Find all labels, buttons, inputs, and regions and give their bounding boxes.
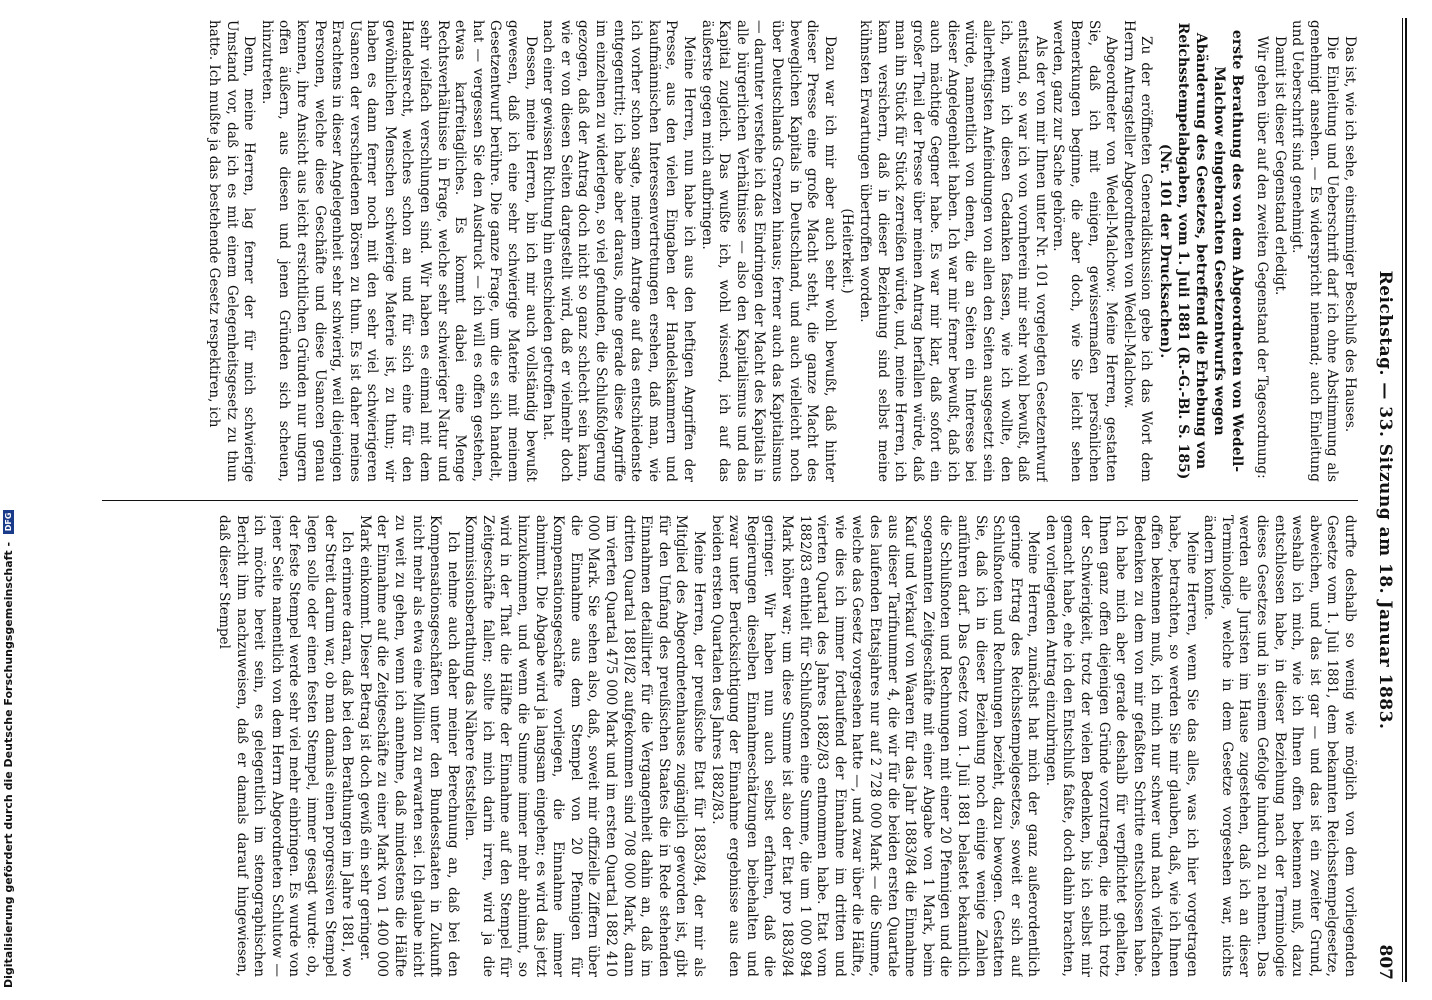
scanned-page [32, 0, 1432, 1000]
left-column [102, 20, 1358, 482]
paragraph: Als der von mir Ihnen unter Nr. 101 vorgelegten Gesetzentwurf entstand, so war ich von vornherein mir sehr wohl bewußt, daß ich, wenn ich diesen Gedanken fassen, wie ich wollte, den allerheftigsten Anfeindungen von allen den Seiten ausgesetzt sein würde, namentlich von denen, die an Seiten ein Interesse bei dieser Angelegenheit haben. Ich war mir ferner bewußt, daß ich auch mächtige Gegner habe. Es war mir klar, daß sofort ein großer Theil der Presse über meinen Antrag herfallen würde, daß man ihn Stück für Stück zerreißen würde, und, meine Herren, ich kann versichern, daß in dieser Beziehung sind selbst meine kühnsten Erwartungen übertroffen worden. [856, 20, 1049, 482]
paragraph: Dessen, meine Herren, bin ich mir auch vollständig bewußt gewesen, daß ich eine sehr schwierige Materie mit meinem Gesetzentwurf berühre. Die ganze Frage, um die es sich handelt, hat — vergessen Sie den Ausdruck — ich will es offen gestehen, etwas karfreitagliches. Es kommt dabei eine Menge Rechtsverhältnisse in Frage, welche sehr schwieriger Natur und sehr vielfach verschlungen sind. Wir haben es einmal mit dem Handelsrecht, welches schon an und für sich eine für den gewöhnlichen Menschen schwierige Materie ist, zu thun; wir haben es dann ferner noch mit den sehr viel schwierigeren Usancen der verschiedenen Börsen zu thun. Es ist daher meines Erachtens in dieser Angelegenheit sehr schwierig, weil diejenigen Personen, welche diese Geschäfte und diese Usancen genau kennen, ihre Ansicht aus leicht ersichtlichen Gründen nur ungern offen äußern, aus diesen und jenen Gründen sich scheuen, hinzutreten. [258, 20, 539, 482]
dfg-logo: DFG [3, 510, 14, 534]
paragraph: Meine Herren, der preußische Etat für 1883/84, der mir als Mitglied des Abgeordnetenhauses zugänglich geworden ist, gibt für den Umfang des preußischen Staates die in Rede stehenden Einnahmen detaillirter für die Vergangenheit dahin an, daß im dritten Quartal 1881/82 aufgekommen sind 708 000 Mark, dann im vierten Quartal 475 000 Mark und im ersten Quartal 1882 410 000 Mark. Sie sehen also, daß, soweit mir offizielle Ziffern über die Einnahme aus dem Stempel von 20 Pfennigen für Kompensationsgeschäfte vorliegen, die Einnahme immer abnimmt. Die Abgabe wird ja langsam eingehen; es wird das jetzt hinzukommen, und wenn die Summe immer mehr abnimmt, so wird in der That die Hälfte der Einnahme auf den Stempel für Zeitgeschäfte fallen; sollte ich mich darin irren, wird ja die Kommissionsberathung das Nähere feststellen. [462, 515, 708, 977]
paragraph: Dazu war ich mir aber auch sehr wohl bewußt, daß hinter dieser Presse eine große Macht steht, die ganze Macht des beweglichen Kapitals in Deutschland, und auch vielleicht noch über Deutschlands Grenzen hinaus; ferner auch das Kapitalismus — darunter verstehe ich das Eindringen der Macht des Kapitals in alle bürgerlichen Verhältnisse — also den Kapitalismus und das Kapital zugleich. Das wußte ich, wohl wissend, ich auf das äußerste gegen mich aufbringen. [698, 20, 838, 482]
header-title: Reichstag. — 33. Sitzung am 18. Januar 1883. [1375, 270, 1395, 730]
paragraph: Das ist, wie ich sehe, einstimmiger Beschluß des Hauses. [1342, 36, 1358, 433]
column-divider [102, 500, 1358, 501]
paragraph: Ich nehme auch daher meiner Berechnung an, daß bei den Kompensationsgeschäften unter den Bundesstaaten in Zukunft nicht mehr als etwa eine Million zu erwarten sei. Ich glaube nicht zu weit zu gehen, wenn ich annehme, daß mindestens die Hälfte der Einnahme auf die Zeitgeschäfte zu einer Mark von 1 400 000 Mark einkommt. Dieser Betrag ist doch gewiß ein sehr geringer. [356, 515, 461, 977]
paragraph: Zu der eröffneten Generaldiskussion gebe ich das Wort dem Herrn Antragsteller Abgeordneten von Wedell-Malchow. [1120, 20, 1155, 482]
paragraph: Ich erinnere daran, daß bei den Berathungen im Jahre 1881, wo der Streit darum war, ob man damals einen progressiven Stempel legen solle oder einen festen Stempel, immer gesagt wurde: ob, der feste Stempel werde sehr viel mehr einbringen. Es wurde von jener Seite namentlich von dem Herrn Abgeordneten Schlutow — ich möchte bereit sein, es gelegentlich im stenographischen Bericht ihm nachzuweisen, daß er damals darauf hingewiesen, daß dieser Stempel [216, 515, 356, 977]
paragraph: Denn, meine Herren, lag ferner der für mich schwierige Umstand vor, daß ich es mit einem Gelegenheitsgesetz zu thun hatte. Ich mußte ja das bestehende Gesetz respektiren, ich [205, 20, 258, 482]
header-rule [1405, 18, 1407, 982]
page-number: 807 [1375, 944, 1395, 980]
paragraph: Meine Herren, zunächst hat mich der ganz außerordentlich geringe Ertrag des Reichsstempelgesetzes, soweit er sich auf Schlußnoten und Rechnungen bezieht, dazu bewogen. Gestatten Sie, daß ich in dieser Beziehung noch einige wenige Zahlen anführen darf. Das Gesetz vom 1. Juli 1881 belastet bekanntlich die Schlußnoten und Rechnungen mit einer 20 Pfennigen und die sogenannten Zeitgeschäfte mit einer Abgabe von 1 Mark, beim Kauf und Verkauf von Waaren für das Jahr 1883/84 die Einnahme aus dieser Tarifnummer 4, die wir für die beiden ersten Quartale des laufenden Etatsjahres nur auf 2 728 000 Mark — die Summe, welche das Gesetz vorgesehen hatte —, und zwar über die Hälfte, wie dies ich immer fortlaufend der Einnahme im dritten und vierten Quartal des Jahres 1882/83 entnommen habe. Etat vom 1882/83 enthielt für Schlußnoten eine Summe, die um 1 000 894 Mark höher war; um diese Summe ist also der Etat pro 1883/84 geringer. Wir haben nun auch selbst erfahren, daß die Regierungen dieselben Einnahmeschätzungen beibehalten und zwar unter Berücksichtigung der Einnahme ergebnisse aus den beiden ersten Quartalen des Jahres 1882/83. [708, 515, 1042, 977]
credit-text: Digitalisierung gefördert durch die Deutsche Forschungsgemeinschaft - [1, 541, 15, 988]
section-heading: erste Berathung des von dem Abgeordneten von Wedell-Malchow eingebrachten Gesetzentwurfs wegen Abänderung des Gesetzes, betreffend die Erhebung von Reichsstempelabgaben, vom 1. Juli 1881 (R.-G.-Bl. S. 185) (Nr. 101 der Drucksachen). [1157, 22, 1246, 480]
paragraph: durfte deshalb so wenig wie möglich von dem vorliegenden Gesetze vom 1. Juli 1881, dem bekannten Reichsstempelgesetze, abweichen, und das ist gar — und das ist ein zweiter Grund, weshalb ich mich, wie ich Ihnen offen bekennen muß, dazu entschlossen habe, in dieser Beziehung nach der Terminologie dieses Gesetzes und in seinem Gefolge hindurch zu nehmen. Das werden alle Juristen im Hause zugestehen, daß ich an dieser Terminologie, welche in dem Gesetze vorgesehen war, nichts ändern konnte. [1201, 515, 1358, 977]
paragraph: Meine Herren, nun habe ich aus den heftigen Angriffen der Presse, aus den vielen Eingaben der Handelskammern und kaufmännischen Interessenvertretungen ersehen, daß man, wie ich vorher schon sagte, meinem Antrage auf das entschiedenste entgegentritt; ich habe aber daraus, ohne gerade diese Angriffe im einzelnen zu widerlegen, so viel gefunden, die Schlußfolgerung gezogen, daß der Antrag doch nicht so ganz schlecht sein kann, wie er von diesen Seiten dargestellt wird, daß er vielmehr doch nach einer gewissen Richtung hin entschieden getroffen hat. [540, 20, 697, 482]
stage-direction: (Heiterkeit.) [839, 208, 856, 294]
paragraph: Wir gehen über auf den zweiten Gegenstand der Tagesordnung: [1254, 36, 1271, 479]
paragraph: Meine Herren, wenn Sie das alles, was ich hier vorgetragen habe, betrachten, so werden Sie mir glauben, daß, wie ich Ihnen offen bekennen muß, ich mich nur schwer und nach vielfachen Bedenken zu dem von mir gefaßten Schritte entschlossen habe. Ich habe mich aber gerade deshalb für verpflichtet gehalten, Ihnen ganz offen diejenigen Gründe vorzutragen, die mich trotz der Schwierigkeit, trotz der vielen Bedenken, bis ich selbst mir gemacht habe, ehe ich den Entschluß faßte, doch dahin brachten, den vorliegenden Antrag einzubringen. [1042, 515, 1200, 977]
digitization-credit [0, 0, 16, 1000]
running-header [1365, 20, 1399, 980]
paragraph: Abgeordneter von Wedell-Malchow: Meine Herren, gestatten Sie, daß ich mit einigen, gewissermaßen persönlichen Bemerkungen beginne, die aber doch, wie Sie leicht sehen werden, ganz zur Sache gehören. [1050, 20, 1120, 482]
header-rule-thin [1402, 18, 1403, 982]
paragraph: Damit ist dieser Gegenstand erledigt. [1271, 36, 1288, 296]
right-column [102, 515, 1358, 977]
paragraph: Die Einleitung und Ueberschrift darf ich ohne Abstimmung als genehmigt ansehen. — Es widerspricht niemand; auch Einleitung und Ueberschrift sind genehmigt. [1289, 20, 1341, 482]
